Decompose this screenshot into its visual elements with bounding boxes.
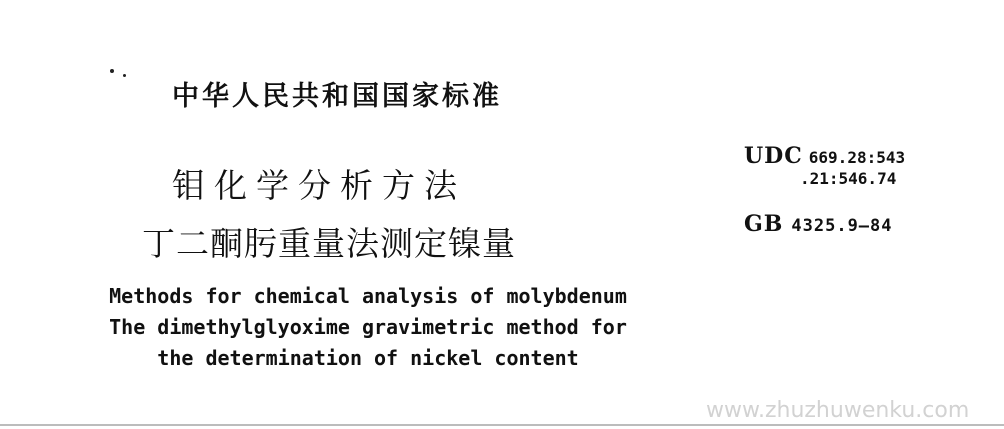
english-title-line-1: Methods for chemical analysis of molybdenum [109, 284, 627, 308]
scan-speck [123, 74, 126, 77]
bottom-divider [0, 424, 1004, 426]
english-title [88, 281, 648, 374]
udc-code-1: 669.28:543 [808, 148, 906, 167]
gb-standard-number [744, 211, 893, 237]
national-standard-header: 中华人民共和国国家标准 [172, 81, 502, 112]
udc-code-2: .21:546.74 [800, 169, 897, 188]
english-title-line-3: the determination of nickel content [157, 346, 579, 370]
udc-classification [744, 143, 905, 188]
gb-label: GB [744, 211, 784, 237]
scan-speck [110, 69, 114, 73]
udc-label: UDC [744, 143, 803, 169]
watermark: www.zhuzhuwenku.com [706, 398, 970, 423]
chinese-title-line-1: 钼化学分析方法 [172, 166, 466, 205]
gb-number: 4325.9—84 [791, 216, 893, 236]
chinese-title-line-2: 丁二酮肟重量法测定镍量 [142, 224, 516, 263]
english-title-line-2: The dimethylglyoxime gravimetric method for [109, 315, 627, 339]
